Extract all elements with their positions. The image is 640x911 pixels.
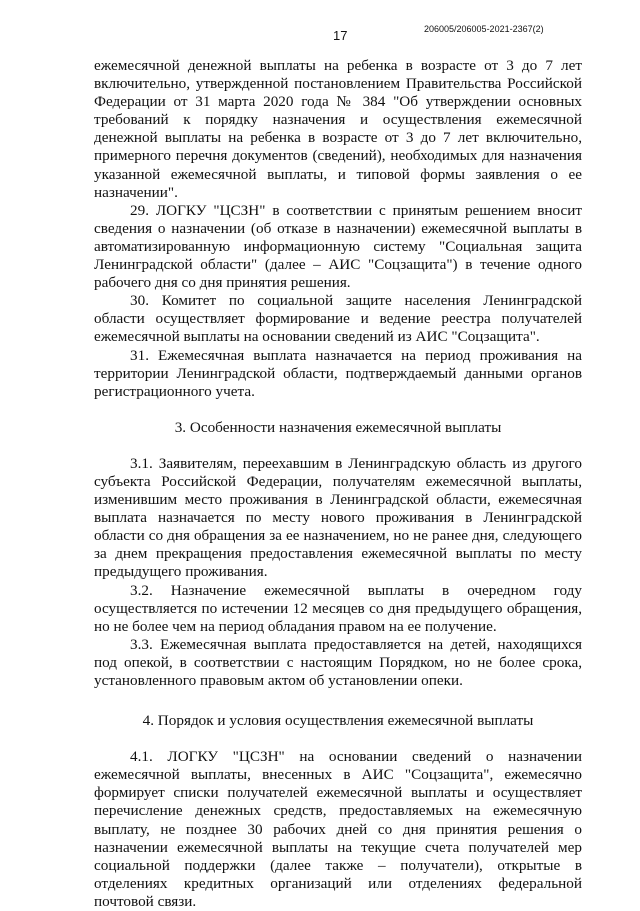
- document-body: [94, 57, 582, 911]
- page-number: 17: [333, 28, 348, 43]
- section-heading-4: 4. Порядок и условия осуществления ежемесячной выплаты: [142, 712, 534, 730]
- paragraph-29: 29. ЛОГКУ "ЦСЗН" в соответствии с принятым решением вносит сведения о назначении (об отказе в назначении) ежемесячной выплаты в автоматизированную информационную систему "Социальная защита Ленинградской области" (далее – АИС "Соцзащита") в течение одного рабочего дня со дня принятия решения.: [94, 201, 582, 292]
- paragraph-3-1: 3.1. Заявителям, переехавшим в Ленинградскую область из другого субъекта Российской Федерации, получателям ежемесячной выплаты, изменившим место проживания в Ленинградской области, ежемесячная выплата назначается по месту нового проживания в Ленинградской области со дня обращения за ее назначением, но не ранее дня, следующего за днем прекращения предоставления ежемесячной выплаты по месту предыдущего проживания.: [94, 454, 582, 581]
- paragraph-31: 31. Ежемесячная выплата назначается на период проживания на территории Ленинградской области, подтверждаемый данными органов регистрационного учета.: [94, 346, 582, 400]
- paragraph-3-3: 3.3. Ежемесячная выплата предоставляется на детей, находящихся под опекой, в соответствии с настоящим Порядком, но не более срока, установленного правовым актом об установлении опеки.: [94, 635, 582, 689]
- paragraph-3-2: 3.2. Назначение ежемесячной выплаты в очередном году осуществляется по истечении 12 месяцев со дня предыдущего обращения, но не более чем на период обладания правом на ее получение.: [94, 581, 582, 635]
- section-heading-3: 3. Особенности назначения ежемесячной выплаты: [174, 418, 502, 436]
- paragraph-30: 30. Комитет по социальной защите населения Ленинградской области осуществляет формирование и ведение реестра получателей ежемесячной выплаты на основании сведений из АИС "Соцзащита".: [94, 292, 582, 346]
- document-number: 206005/206005-2021-2367(2): [424, 24, 544, 34]
- paragraph-intro: ежемесячной денежной выплаты на ребенка в возрасте от 3 до 7 лет включительно, утвержденной постановлением Правительства Российской Федерации от 31 марта 2020 года № 384 "Об утверждении основных требований к порядку назначения и осуществления ежемесячной денежной выплаты на ребенка в возрасте от 3 до 7 лет включительно, примерного перечня документов (сведений), необходимых для назначения указанной ежемесячной выплаты, и типовой формы заявления о ее назначении".: [94, 57, 582, 201]
- paragraph-4-1: 4.1. ЛОГКУ "ЦСЗН" на основании сведений о назначении ежемесячной выплаты, внесенных в АИС "Соцзащита", ежемесячно формирует списки получателей ежемесячной выплаты и осуществляет перечисление денежных средств, предоставляемых на ежемесячную выплату, не позднее 30 рабочих дней со дня принятия решения о назначении ежемесячной выплаты на текущие счета получателей мер социальной поддержки (далее также – получатели), открытые в отделениях кредитных организаций или отделениях федеральной почтовой связи.: [94, 748, 582, 910]
